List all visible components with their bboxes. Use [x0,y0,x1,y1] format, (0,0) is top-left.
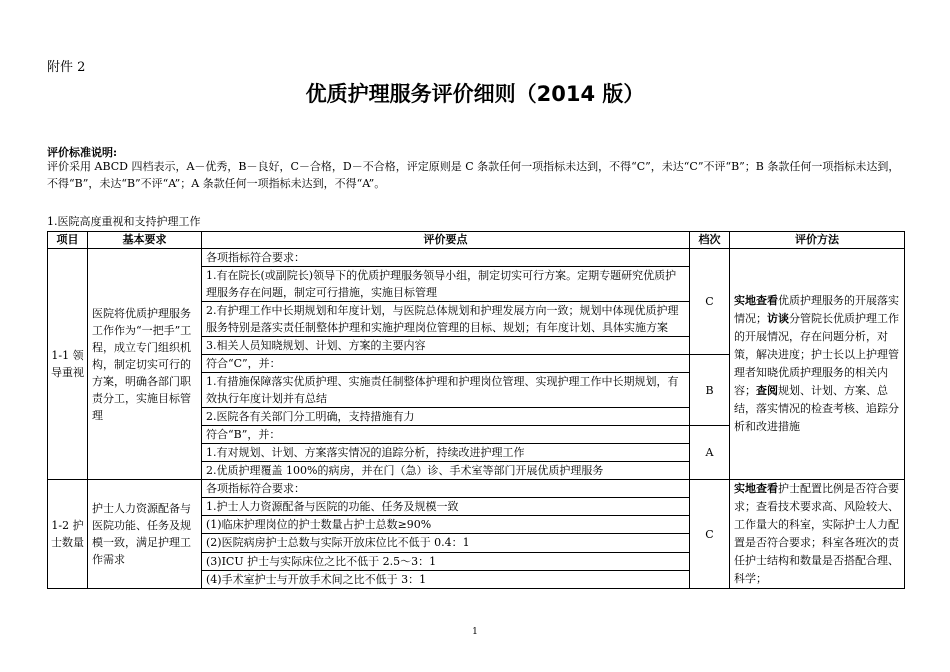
method-text: 查阅 [756,384,778,397]
point-cell: 1.有措施保障落实优质护理、实施责任制整体护理和护理岗位管理、实现护理工作中长期规划，有效执行年度计划并有总结 [202,373,690,408]
method-text: 实地查看 [734,294,778,307]
point-cell: 各项指标符合要求： [202,480,690,498]
grade-cell: A [690,426,730,480]
point-cell: (3)ICU 护士与实际床位之比不低于 2.5～3：1 [202,552,690,570]
header-method: 评价方法 [730,232,905,249]
point-cell: 1.有对规划、计划、方案落实情况的追踪分析，持续改进护理工作 [202,444,690,462]
page-number: 1 [472,627,478,637]
point-cell: (2)医院病房护士总数与实际开放床位比不低于 0.4：1 [202,534,690,552]
requirement-cell: 护士人力资源配备与医院功能、任务及规模一致，满足护理工作需求 [88,480,202,589]
grade-cell: C [690,480,730,589]
page-title: 优质护理服务评价细则（2014 版） [305,82,645,106]
point-cell: 1.护士人力资源配备与医院的功能、任务及规模一致 [202,498,690,516]
method-text: 护士配置比例是否符合要求；查看技术要求高、风险较大、工作量大的科室，实际护士人力配置是否符合要求；科室各班次的责任护士结构和数量是否搭配合理、科学； [734,482,899,585]
point-cell: 各项指标符合要求： [202,249,690,267]
note-heading: 评价标准说明: [47,146,118,159]
point-cell: 2.有护理工作中长期规划和年度计划，与医院总体规划和护理发展方向一致；规划中体现优质护理服务特别是落实责任制整体护理和实施护理岗位管理的目标、规划；有年度计划、具体实施方案 [202,302,690,337]
point-cell: 3.相关人员知晓规划、计划、方案的主要内容 [202,337,690,355]
method-cell [730,480,905,589]
method-text: 规划、计划、方案、总结，落实情况的检查考核、追踪分析和改进措施 [734,384,899,433]
grade-cell: C [690,249,730,355]
header-grade: 档次 [690,232,730,249]
method-text: 访谈 [767,312,789,325]
table-row [48,480,905,498]
table-row [48,249,905,267]
item-cell: 1-2 护士数量 [48,480,88,589]
point-cell: 符合“B”，并： [202,426,690,444]
section-title: 1.医院高度重视和支持护理工作 [47,215,201,228]
requirement-cell: 医院将优质护理服务工作作为“一把手”工程，成立专门组织机构，制定切实可行的方案，明确各部门职责分工，实施目标管理 [88,249,202,480]
note-body: 评价采用 ABCD 四档表示，A－优秀，B－良好，C－合格，D－不合格，评定原则是 C 条款任何一项指标未达到，不得“C”，未达“C”不评“B”；B 条款任何一项指标未达到，不得“B”，未达“B”不评“A”；A 条款任何一项指标未达到，不得“A”。 [47,160,900,190]
point-cell: (1)临床护理岗位的护士数量占护士总数≥90% [202,516,690,534]
point-cell: 2.优质护理覆盖 100%的病房，并在门（急）诊、手术室等部门开展优质护理服务 [202,462,690,480]
header-item: 项目 [48,232,88,249]
item-cell: 1-1 领导重视 [48,249,88,480]
method-text: 实地查看 [734,482,778,495]
grade-cell: B [690,355,730,426]
point-cell: 2.医院各有关部门分工明确，支持措施有力 [202,408,690,426]
method-text: 分管院长优质护理工作的开展情况，存在问题分析，对策，解决进度；护士长以上护理管理者知晓优质护理服务的相关内容； [734,312,899,397]
header-points: 评价要点 [202,232,690,249]
method-cell [730,249,905,480]
point-cell: 1.有在院长(或副院长)领导下的优质护理服务领导小组，制定切实可行方案。定期专题研究优质护理服务存在问题，制定可行措施，实施目标管理 [202,267,690,302]
point-cell: (4)手术室护士与开放手术间之比不低于 3：1 [202,570,690,588]
evaluation-table [47,231,905,589]
point-cell: 符合“C”，并： [202,355,690,373]
table-header-row [48,232,905,249]
method-text: 优质护理服务的开展落实情况； [734,294,899,325]
attachment-label: 附件 2 [47,60,86,75]
header-requirement: 基本要求 [88,232,202,249]
